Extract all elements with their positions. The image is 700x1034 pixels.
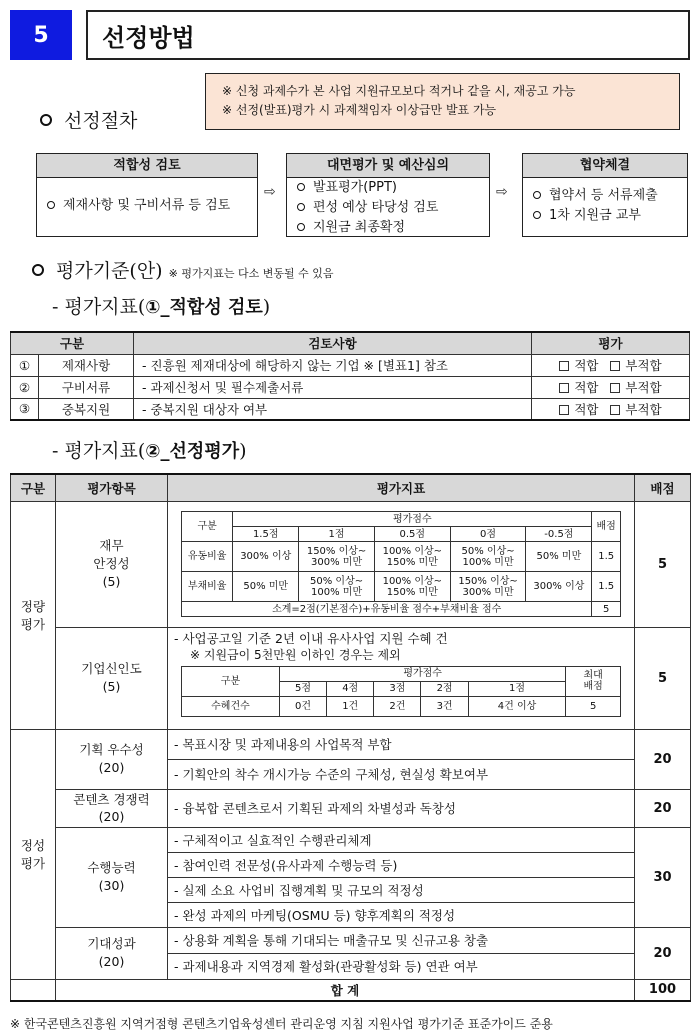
column-header: 평가항목 <box>56 474 168 501</box>
criteria-heading: 평가기준(안) ※ 평가지표는 다소 변동될 수 있음 <box>32 256 333 283</box>
subheading-suitability: - 평가지표(①_적합성 검토) <box>52 296 271 318</box>
table-row: 기대성과 (20) - 상용화 계획을 통해 기대되는 매출규모 및 신규고용 창출 - 과제내용과 지역경제 활성화(관광활성화 등) 연관 여부 20 <box>11 927 691 979</box>
score-cell: 20 <box>635 789 691 827</box>
circle-bullet-icon <box>533 191 541 199</box>
item-label: 수행능력 (30) <box>56 827 168 927</box>
checkbox[interactable] <box>559 405 569 415</box>
item-label: 기업신인도 (5) <box>56 627 168 729</box>
procedure-step-2 <box>286 153 490 237</box>
circle-bullet-icon <box>533 211 541 219</box>
circle-bullet-icon <box>47 201 55 209</box>
procedure-step-title: 적합성 검토 <box>37 154 257 178</box>
notice-line: ※ 선정(발표)평가 시 과제책임자 이상급만 발표 가능 <box>222 103 497 117</box>
section-number: 5 <box>10 10 72 60</box>
circle-bullet-icon <box>32 264 44 276</box>
finance-score-table: 구분 평가점수 배점 1.5점 1점 0.5점 0점 -0.5점 유동비율 300% 이상 150% 이상~ 300% 미만 100% 이상~ 150% 미만 50% 이상~ 100% 미만 50% 미만 1.5 부채비율 50% 미만 50% 이상~ 100% 미만 100% 이상~ 150% 미만 150% 이상~ 300% 미만 300% 이상 1.5 소계=2점(기본점수)+유동비율 점수+부채비율 점수 5 <box>181 511 621 617</box>
procedure-step-item: 1차 지원금 교부 <box>533 206 687 226</box>
procedure-step-title: 대면평가 및 예산심의 <box>287 154 489 178</box>
procedure-heading: 선정절차 <box>40 106 137 133</box>
circle-bullet-icon <box>40 114 52 126</box>
procedure-step-3 <box>522 153 688 237</box>
checkbox[interactable] <box>610 361 620 371</box>
credit-note: ※ 지원금이 5천만원 이하인 경우는 제외 <box>190 647 401 662</box>
total-score: 100 <box>635 979 691 1001</box>
suitability-table <box>10 331 690 421</box>
item-label: 기대성과 (20) <box>56 927 168 979</box>
footnote: ※ 한국콘텐츠진흥원 지역거점형 콘텐츠기업육성센터 관리운영 지침 지원사업 평가기준 표준가이드 준용 <box>10 1017 553 1031</box>
checkbox[interactable] <box>610 405 620 415</box>
table-row: ③ 중복지원 - 중복지원 대상자 여부 적합 부적합 <box>11 398 690 420</box>
credit-score-table: 구분 평가점수 최대 배점 5점 4점 3점 2점 1점 수혜건수 0건 1건 2건 3건 4건 이상 5 <box>181 666 621 717</box>
criteria-note: ※ 평가지표는 다소 변동될 수 있음 <box>168 267 334 280</box>
group-label: 정성 평가 <box>11 729 56 979</box>
score-cell: 20 <box>635 729 691 789</box>
section-header <box>10 10 690 60</box>
procedure-step-item: 편성 예상 타당성 검토 <box>297 198 489 218</box>
notice-line: ※ 신청 과제수가 본 사업 지원규모보다 적거나 같을 시, 재공고 가능 <box>222 84 576 98</box>
table-row <box>11 501 691 627</box>
score-cell: 5 <box>635 627 691 729</box>
subheading-selection: - 평가지표(②_선정평가) <box>52 440 247 462</box>
item-label: 기획 우수성 (20) <box>56 729 168 789</box>
circle-bullet-icon <box>297 223 305 231</box>
table-row <box>11 627 691 729</box>
total-row <box>11 979 691 1001</box>
total-label: 합 계 <box>56 979 635 1001</box>
credit-line: - 사업공고일 기준 2년 이내 유사사업 지원 수혜 건 <box>174 630 448 646</box>
column-header: 검토사항 <box>134 332 532 354</box>
score-cell: 5 <box>635 501 691 627</box>
table-row: ① 제재사항 - 진흥원 제재대상에 해당하지 않는 기업 ※ [별표1] 참조 적합 부적합 <box>11 354 690 376</box>
column-header: 평가 <box>532 332 690 354</box>
section-title: 선정방법 <box>86 10 690 60</box>
checkbox[interactable] <box>610 383 620 393</box>
circle-bullet-icon <box>297 183 305 191</box>
procedure-step-item: 발표평가(PPT) <box>297 178 489 198</box>
score-cell: 30 <box>635 827 691 927</box>
item-label: 콘텐츠 경쟁력 (20) <box>56 789 168 827</box>
procedure-step-title: 협약체결 <box>523 154 687 178</box>
column-header: 평가지표 <box>168 474 635 501</box>
procedure-step-item: 협약서 등 서류제출 <box>533 186 687 206</box>
arrow-right-icon: ⇨ <box>264 184 276 200</box>
checkbox[interactable] <box>559 383 569 393</box>
procedure-step-item: 지원금 최종확정 <box>297 218 489 238</box>
score-cell: 20 <box>635 927 691 979</box>
procedure-step-item: 제재사항 및 구비서류 등 검토 <box>47 196 257 216</box>
item-label: 재무 안정성 (5) <box>56 501 168 627</box>
column-header: 배점 <box>635 474 691 501</box>
circle-bullet-icon <box>297 203 305 211</box>
notice-box <box>205 73 680 130</box>
table-row: 정성 평가 기획 우수성 (20) - 목표시장 및 과제내용의 사업목적 부합 - 기획안의 착수 개시가능 수준의 구체성, 현실성 확보여부 20 <box>11 729 691 789</box>
procedure-step-1 <box>36 153 258 237</box>
table-row: 수행능력 (30) - 구체적이고 실효적인 수행관리체계 - 참여인력 전문성(유사과제 수행능력 등) - 실제 소요 사업비 집행계획 및 규모의 적정성 - 완성 과제의 마케팅(OSMU 등) 향후계획의 적정성 30 <box>11 827 691 927</box>
table-row: ② 구비서류 - 과제신청서 및 필수제출서류 적합 부적합 <box>11 376 690 398</box>
column-header: 구분 <box>11 474 56 501</box>
column-header: 구분 <box>11 332 134 354</box>
arrow-right-icon: ⇨ <box>496 184 508 200</box>
checkbox[interactable] <box>559 361 569 371</box>
selection-table <box>10 473 691 1002</box>
group-label: 정량 평가 <box>11 501 56 729</box>
table-row: 콘텐츠 경쟁력 (20) - 융복합 콘텐츠로서 기획된 과제의 차별성과 독창성 20 <box>11 789 691 827</box>
